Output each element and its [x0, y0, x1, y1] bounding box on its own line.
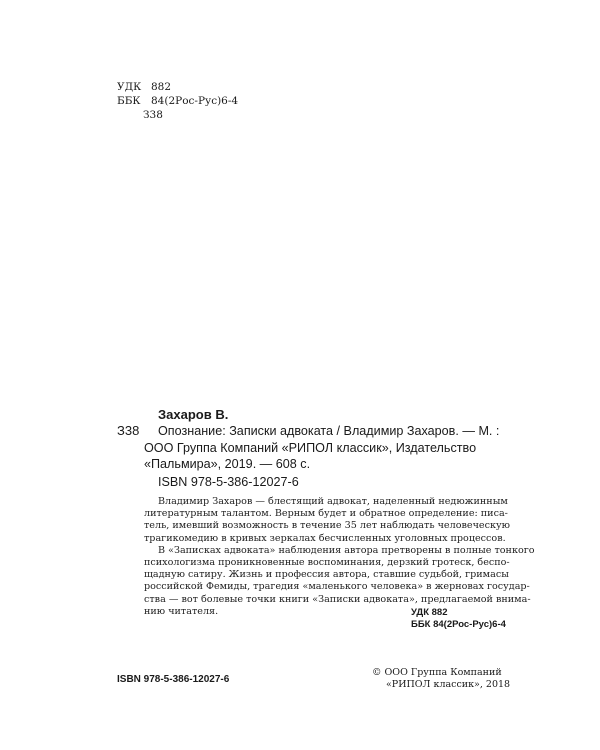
biblio-line: ООО Группа Компаний «РИПОЛ классик», Издательство	[144, 440, 477, 455]
udk-label: УДК	[117, 81, 142, 93]
annotation-line: нию читателя.	[144, 605, 219, 617]
annotation-line: трагикомедию в кривых зеркалах бесчисленных уголовных процессов.	[144, 532, 506, 544]
annotation-line: ства — вот болевые точки книги «Записки адвоката», предлагаемой внима-	[144, 593, 531, 605]
isbn-footer: ISBN 978-5-386-12027-6	[117, 674, 230, 685]
author-code-top: З38	[143, 109, 163, 121]
biblio-line: Опознание: Записки адвоката / Владимир Захаров. — М. :	[158, 424, 500, 438]
classification-block-bottom	[411, 607, 506, 631]
annotation	[144, 496, 535, 618]
biblio-line: «Пальмира», 2019. — 608 с.	[144, 457, 311, 471]
annotation-line: психологизма проникновенные воспоминания, дерзкий гротеск, беспо-	[144, 557, 510, 569]
annotation-line: литературным талантом. Верным будет и обратное определение: писа-	[144, 508, 508, 520]
annotation-line: тель, имевший возможность в течение 35 лет наблюдать человеческую	[144, 520, 510, 532]
bbk-bottom-line: ББК 84(2Рос-Рус)6-4	[411, 619, 506, 630]
copyright-line-1: © ООО Группа Компаний	[372, 667, 502, 678]
bbk-label: ББК	[117, 95, 141, 107]
annotation-line: В «Записках адвоката» наблюдения автора претворены в полные тонкого	[158, 544, 535, 556]
annotation-line: щадную сатиру. Жизнь и профессия автора, ставшие судьбой, гримасы	[144, 569, 509, 581]
udk-bottom-line: УДК 882	[411, 607, 448, 618]
copyright-line-2: «РИПОЛ классик», 2018	[386, 679, 511, 690]
classification-block-top	[117, 80, 238, 122]
bibliographic-description	[144, 423, 524, 473]
author-name: Захаров В.	[158, 407, 229, 422]
author-code: З38	[117, 423, 140, 438]
udk-value: 882	[151, 81, 172, 93]
annotation-line: Владимир Захаров — блестящий адвокат, наделенный недюжинным	[158, 496, 508, 507]
isbn-entry: ISBN 978-5-386-12027-6	[158, 475, 299, 489]
bbk-value: 84(2Рос-Рус)6-4	[151, 95, 239, 107]
copyright	[372, 667, 510, 691]
bbk-row	[117, 94, 238, 108]
annotation-line: российской Фемиды, трагедия «маленького человека» в жерновах государ-	[144, 581, 530, 593]
udk-row	[117, 80, 238, 94]
